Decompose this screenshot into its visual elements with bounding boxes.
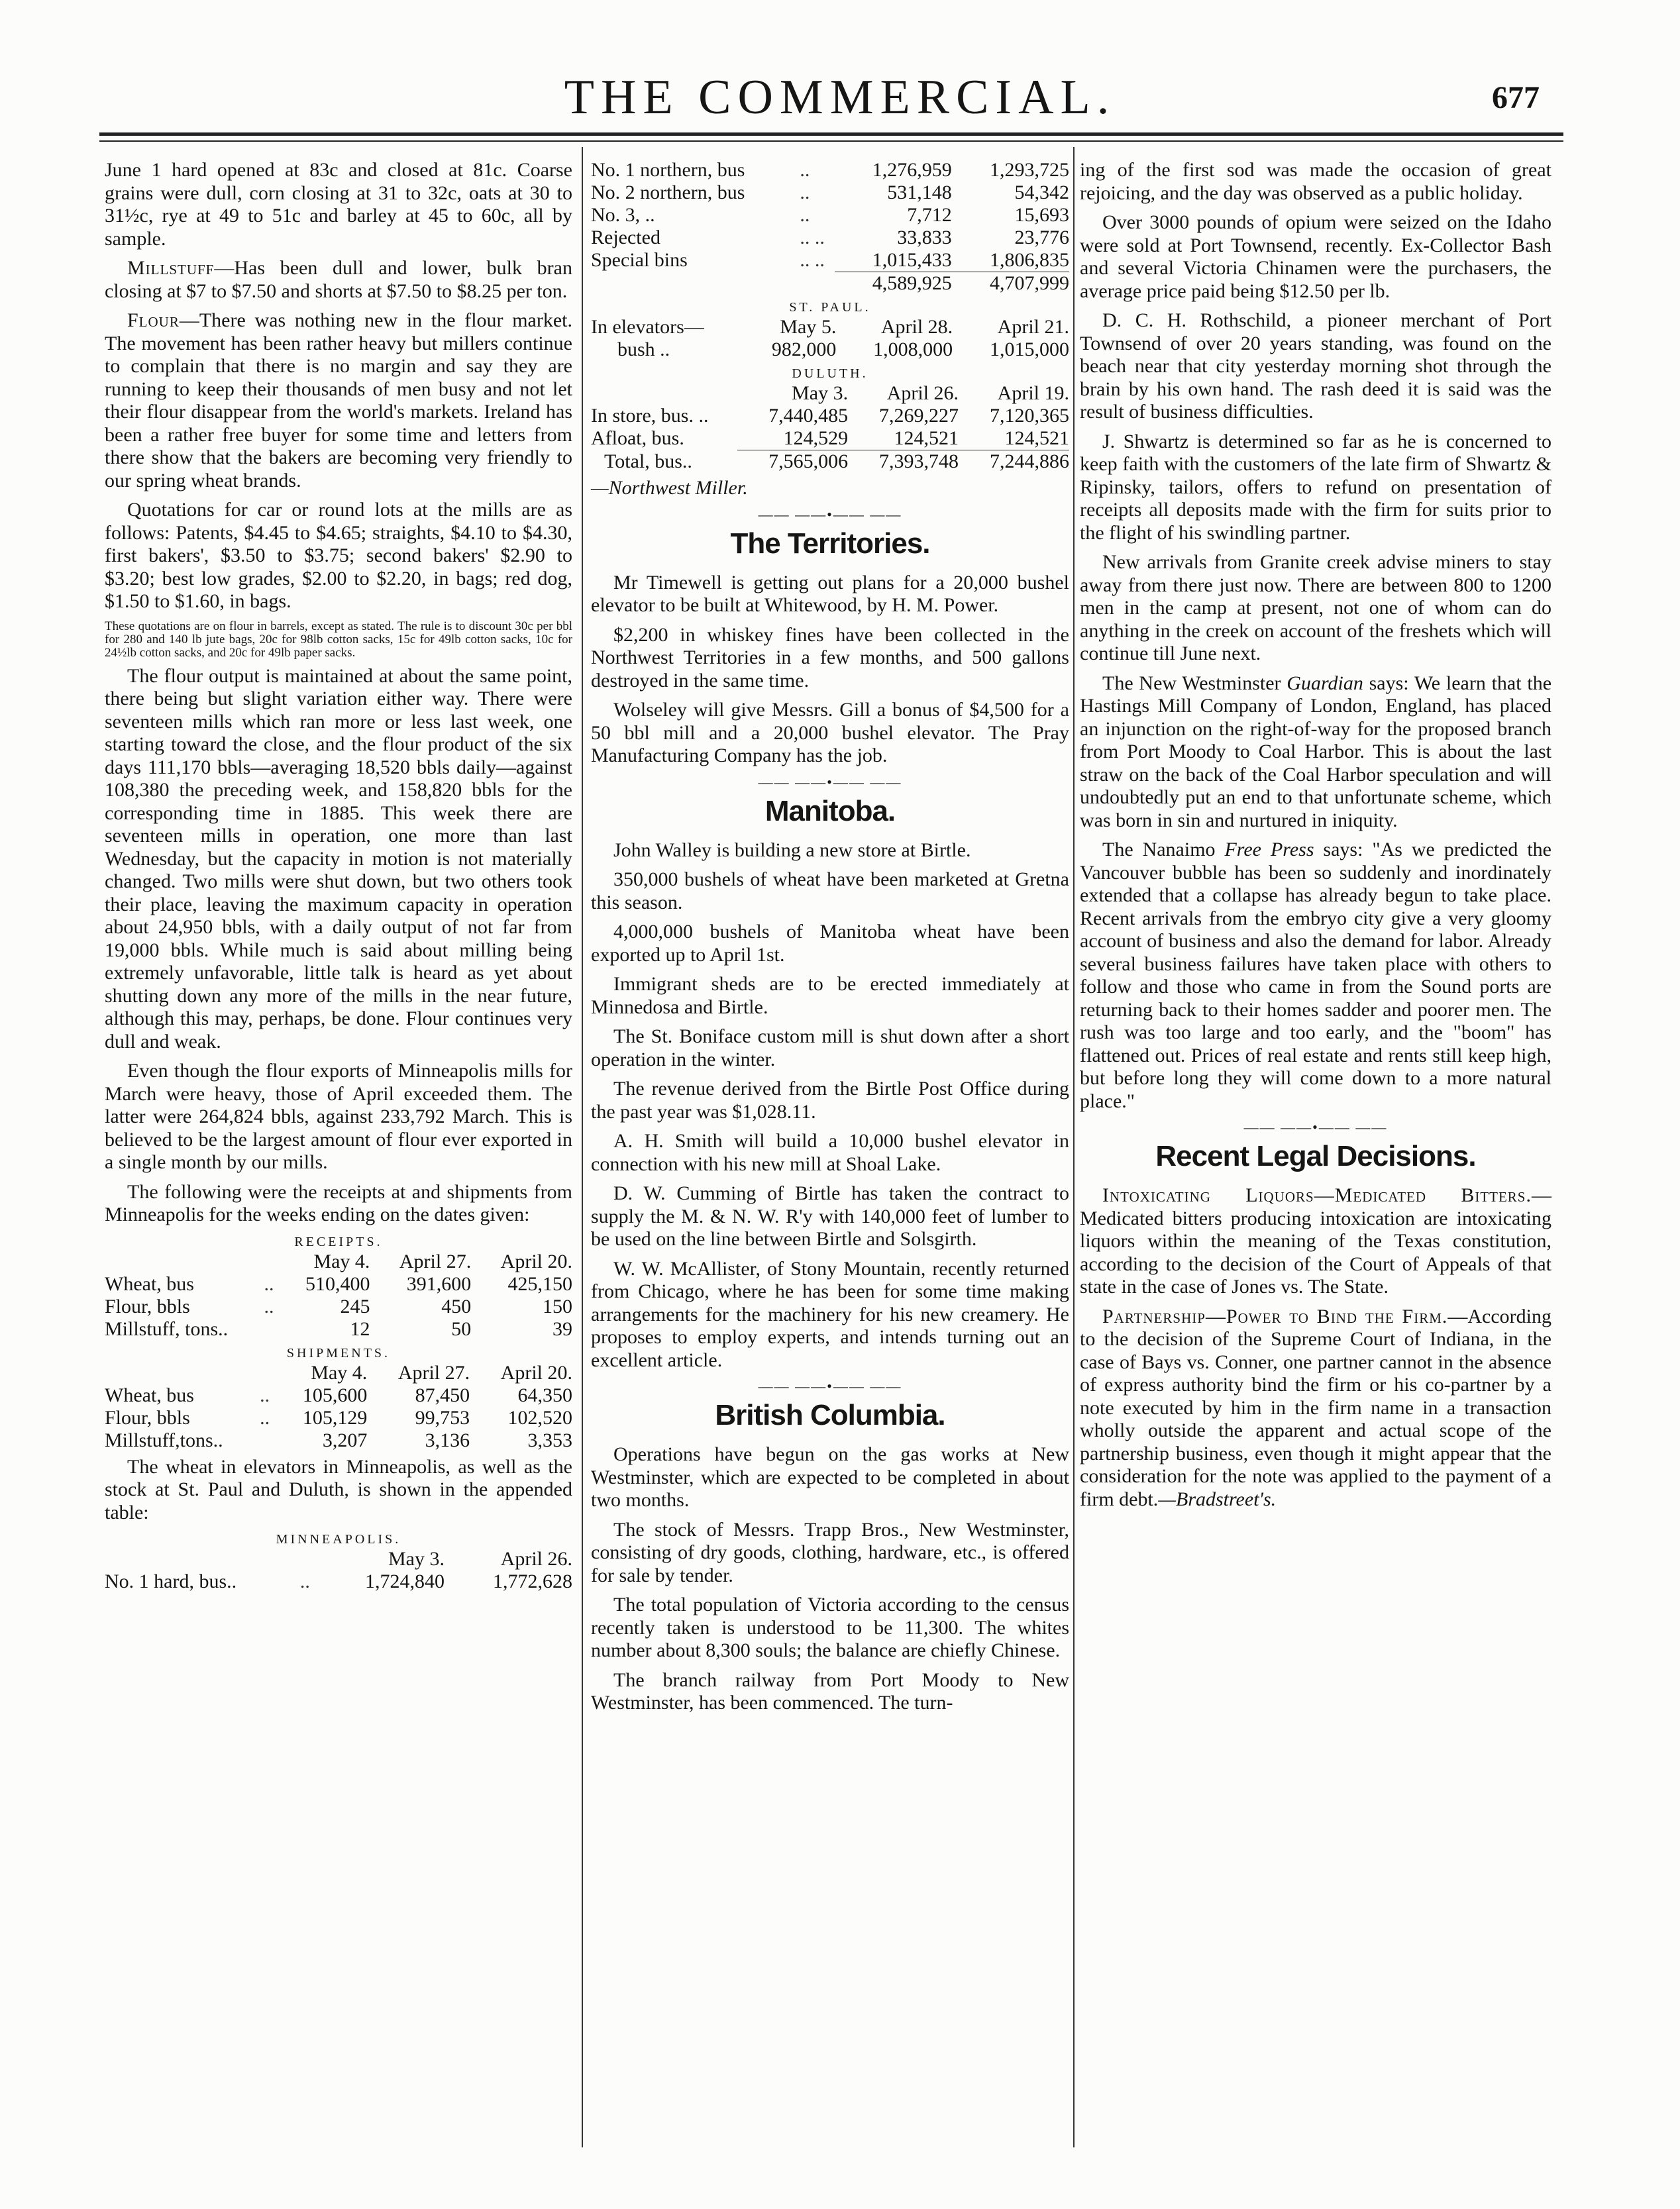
shipments-table xyxy=(105,1362,572,1452)
table-row: No. 3, .. .. 7,712 15,693 xyxy=(591,204,1069,226)
column-divider xyxy=(582,147,583,2147)
paragraph: Partnership—Power to Bind the Firm.—According to the decision of the Supreme Court of Indiana, in the case of Bays vs. Conner, one partner cannot in the absence of express authority bind the firm or his co-partner by a note executed by him in the firm name in a transaction wholly outside the apparent and actual scope of the partnership business, even though it might appear that the consideration for the note was applied to the payment of a firm debt.—Bradstreet's. xyxy=(1080,1305,1551,1510)
table-row: Wheat, bus .. 105,600 87,450 64,350 xyxy=(105,1384,572,1406)
paragraph: The Nanaimo Free Press says: "As we predicted the Vancouver bubble has been so suddenly and inordinately extended that a collapse has already begun to take place. Recent arrivals from the embryo city give a very gloomy account of business and also the demand for labor. Already several business failures have taken place with others to follow and those who came in from the Sound ports are returning back to their homes sadder and poorer men. The rush was too large and too early, and the "boom" has flattened out. Prices of real estate and rents still keep high, but before long they will come down to a more natural place." xyxy=(1080,839,1552,1112)
column-header: April 27. xyxy=(397,1361,470,1384)
column-header: April 21. xyxy=(997,316,1069,338)
paragraph: The revenue derived from the Birtle Post Office during the past year was $1,028.11. xyxy=(591,1078,1069,1123)
duluth-table xyxy=(591,382,1069,473)
header-rule xyxy=(99,132,1563,136)
table-row: Wheat, bus .. 510,400 391,600 425,150 xyxy=(105,1272,572,1295)
table-row: Flour, bbls .. 245 450 150 xyxy=(105,1295,572,1317)
paragraph: D. W. Cumming of Birtle has taken the contract to supply the M. & N. W. R'y with 140,000 feet of lumber to be used on the line between Birtle and Solsgirth. xyxy=(591,1182,1069,1250)
paragraph: The New Westminster Guardian says: We learn that the Hastings Mill Company of London, England, has placed an injunction on the right-of-way for the proposed branch from Port Moody to Coal Harbor. This is about the last straw on the back of the Coal Harbor speculation and will undoubtedly put an end to that unfortunate scheme, which was born in sin and nurtured in iniquity. xyxy=(1080,672,1552,831)
paragraph: The St. Boniface custom mill is shut down after a short operation in the winter. xyxy=(591,1025,1069,1070)
paragraph: Over 3000 pounds of opium were seized on the Idaho were sold at Port Townsend, recently. Ex-Collector Bash and several Victoria Chinamen were the purchasers, the average price paid being $12.50 per lb. xyxy=(1080,211,1551,302)
table-total-row: Total, bus.. 7,565,006 7,393,748 7,244,886 xyxy=(604,450,1069,472)
column-header: April 27. xyxy=(399,1250,472,1272)
section-ornament: —— ——•—— —— xyxy=(758,1378,902,1394)
paragraph-lead: Flour xyxy=(127,309,180,331)
minneapolis-table xyxy=(105,1548,572,1593)
footnote: These quotations are on flour in barrels, except as stated. The rule is to discount 30c per bbl for 280 and 140 lb jute bags, 20c for 98lb cotton sacks, 15c for 49lb cotton sacks, 10c for 24½lb cotton sacks, and 20c for 49lb paper sacks. xyxy=(105,619,572,660)
paragraph-lead: Partnership—Power to Bind the Firm. xyxy=(1102,1305,1448,1327)
paragraph: The following were the receipts at and shipments from Minneapolis for the weeks ending on the dates given: xyxy=(105,1180,572,1225)
paragraph: John Walley is building a new store at Birtle. xyxy=(613,839,971,861)
column-header: April 26. xyxy=(500,1548,572,1570)
masthead-title: THE COMMERCIAL. xyxy=(564,70,1116,125)
column-divider xyxy=(1073,147,1075,2147)
paragraph: The flour output is maintained at about the same point, there being but slight variation either way. There were seventeen mills which ran more or less last week, one starting toward the close, and the flour product of the six days 111,170 bbls—averaging 18,520 bbls daily—against 108,380 the preceding week, and 158,820 bbls for the corresponding time in 1885. This week there are seventeen mills in operation, one more than last Wednesday, but the capacity in motion is not materially changed. Two mills were shut down, but two others took their place, leaving the maximum capacity in operation about 24,950 bbls, with a daily output of not far from 19,000 bbls. While much is said about milling being extremely unfavorable, little talk is heard as yet about shutting down any more of the mills in the near future, although this may, perhaps, be done. Flour continues very dull and weak. xyxy=(105,664,572,1053)
table-row: Afloat, bus. 124,529 124,521 124,521 xyxy=(591,427,1069,449)
source-credit: —Bradstreet's. xyxy=(1158,1488,1277,1510)
table-row: No. 1 northern, bus .. 1,276,959 1,293,725 xyxy=(591,159,1069,181)
row-label: In elevators— xyxy=(591,316,704,338)
column-1 xyxy=(105,159,572,1597)
column-header: April 28. xyxy=(880,316,953,338)
section-ornament: —— ——•—— —— xyxy=(758,505,902,523)
column-header: April 26. xyxy=(886,382,959,404)
receipts-table xyxy=(105,1251,572,1341)
paragraph: W. W. McAllister, of Stony Mountain, recently returned from Chicago, where he has been for some time making arrangements for the machinery for his new creamery. He proposes to employ experts, and intends turning out an excellent article. xyxy=(591,1257,1069,1371)
column-header: May 3. xyxy=(388,1548,445,1570)
table-row: Flour, bbls .. 105,129 99,753 102,520 xyxy=(105,1406,572,1429)
table-row: Millstuff,tons.. 3,207 3,136 3,353 xyxy=(105,1429,572,1451)
table-row: Millstuff, tons.. 12 50 39 xyxy=(105,1317,572,1340)
table-title: MINNEAPOLIS. xyxy=(276,1532,401,1547)
paragraph-lead: Intoxicating Liquors—Medicated Bitters. xyxy=(1102,1184,1532,1206)
table-title: SHIPMENTS. xyxy=(286,1345,391,1361)
table-title: DULUTH. xyxy=(792,366,868,381)
column-2 xyxy=(591,159,1069,1721)
paragraph: Intoxicating Liquors—Medicated Bitters.—Medicated bitters producing intoxication are intoxicating liquors within the meaning of the Texas constitution, according to the decision of the Court of Appeals of that state in the case of Jones vs. The State. xyxy=(1080,1184,1551,1298)
section-heading-territories: The Territories. xyxy=(730,527,930,560)
paragraph: The wheat in elevators in Minneapolis, as well as the stock at St. Paul and Duluth, is shown in the appended table: xyxy=(105,1455,572,1523)
header-rule-thin xyxy=(99,140,1563,142)
paragraph: Millstuff—Has been dull and lower, bulk bran closing at $7 to $7.50 and shorts at $7.50 to $8.25 per ton. xyxy=(105,257,572,302)
newspaper-name: Guardian xyxy=(1286,672,1363,694)
section-heading-manitoba: Manitoba. xyxy=(764,794,896,827)
paragraph: Operations have begun on the gas works at New Westminster, which are expected to be completed in about two months. xyxy=(591,1443,1069,1511)
paragraph: New arrivals from Granite creek advise miners to stay away from there just now. There are between 800 to 1200 men in the camp at present, not one of whom can do anything in the creek on account of the freshets which will continue till June next. xyxy=(1080,551,1551,664)
column-header: May 5. xyxy=(780,316,837,338)
paragraph: The branch railway from Port Moody to New Westminster, has been commenced. The turn- xyxy=(591,1669,1069,1714)
source-credit: —Northwest Miller. xyxy=(591,477,748,499)
paragraph: Wolseley will give Messrs. Gill a bonus of $4,500 for a 50 bbl mill and a 20,000 bushel elevator. The Pray Manufacturing Company has the job. xyxy=(591,699,1069,766)
paragraph: Immigrant sheds are to be erected immediately at Minnedosa and Birtle. xyxy=(591,973,1069,1018)
paragraph: Mr Timewell is getting out plans for a 20,000 bushel elevator to be built at Whitewood, by H. M. Power. xyxy=(591,571,1069,616)
column-3 xyxy=(1080,159,1551,1517)
st-paul-table xyxy=(591,316,1069,361)
table-title: RECEIPTS. xyxy=(294,1234,383,1249)
paragraph: J. Shwartz is determined so far as he is concerned to keep faith with the customers of the late firm of Shwartz & Ripinsky, tailors, offers to refund on presentation of receipts all deposits made with the firm for suits prior to the flight of his swindling partner. xyxy=(1080,430,1551,544)
table-row: No. 2 northern, bus .. 531,148 54,342 xyxy=(591,181,1069,203)
table-row: In store, bus. .. 7,440,485 7,269,227 7,120,365 xyxy=(591,405,1069,427)
column-header: May 3. xyxy=(792,382,849,404)
paragraph: The stock of Messrs. Trapp Bros., New Westminster, consisting of dry goods, clothing, hardware, etc., is offered for sale by tender. xyxy=(591,1518,1069,1586)
paragraph-lead: Millstuff xyxy=(127,257,215,279)
paragraph: ing of the first sod was made the occasion of great rejoicing, and the day was observed as a public holiday. xyxy=(1080,159,1551,204)
column-header: May 4. xyxy=(313,1250,370,1272)
table-row: No. 1 hard, bus.. .. 1,724,840 1,772,628 xyxy=(105,1570,572,1592)
page-number: 677 xyxy=(1492,80,1540,115)
table-row: bush .. 982,000 1,008,000 1,015,000 xyxy=(617,338,1069,360)
paragraph: June 1 hard opened at 83c and closed at 81c. Coarse grains were dull, corn closing at 31 to 32c, oats at 30 to 31½c, rye at 49 to 51c and barley at 45 to 60c, all by sample. xyxy=(105,159,572,250)
paragraph: Quotations for car or round lots at the mills are as follows: Patents, $4.45 to $4.65; straights, $4.10 to $4.30, first bakers', $3.50 to $3.75; second bakers' $2.90 to $3.20; best low grades, $2.00 to $2.20, in bags; red dog, $1.50 to $1.60, in bags. xyxy=(105,499,572,612)
newspaper-name: Free Press xyxy=(1224,839,1314,860)
paragraph: Even though the flour exports of Minneapolis mills for March were heavy, those of April exceeded them. The latter were 264,824 bbls, against 233,792 March. This is believed to be the largest amount of flour ever exported in a single month by our mills. xyxy=(105,1060,572,1173)
column-header: April 20. xyxy=(500,1250,572,1272)
table-row: Rejected .. .. 33,833 23,776 xyxy=(591,227,1069,248)
minneapolis-table-continued xyxy=(591,159,1069,295)
column-header: April 20. xyxy=(500,1361,572,1384)
paragraph: 350,000 bushels of wheat have been marketed at Gretna this season. xyxy=(591,868,1069,913)
column-header: May 4. xyxy=(311,1361,368,1384)
paragraph: The total population of Victoria according to the census recently taken is understood to be 11,300. The whites number about 8,300 souls; the balance are chiefly Chinese. xyxy=(591,1594,1069,1661)
paragraph: 4,000,000 bushels of Manitoba wheat have been exported up to April 1st. xyxy=(591,921,1069,966)
table-total-row: 4,589,925 4,707,999 xyxy=(591,272,1069,295)
section-heading-british-columbia: British Columbia. xyxy=(715,1399,945,1431)
section-ornament: —— ——•—— —— xyxy=(758,773,902,790)
section-heading-legal-decisions: Recent Legal Decisions. xyxy=(1155,1140,1476,1172)
paragraph: $2,200 in whiskey fines have been collected in the Northwest Territories in a few months, and 500 gallons destroyed in the same time. xyxy=(591,623,1069,692)
section-ornament: —— ——•—— —— xyxy=(1243,1119,1388,1135)
paragraph: Flour—There was nothing new in the flour market. The movement has been rather heavy but millers continue to complain that there is no margin and say they are running to keep their thousands of men busy and not let their flour disappear from the world's markets. Ireland has been a rather free buyer for some time and letters from there show that the bakers are becoming very friendly to our spring wheat brands. xyxy=(105,309,572,491)
table-title: ST. PAUL. xyxy=(789,300,871,315)
table-row: Special bins .. .. 1,015,433 1,806,835 xyxy=(591,249,1069,271)
paragraph: A. H. Smith will build a 10,000 bushel elevator in connection with his new mill at Shoal Lake. xyxy=(591,1130,1069,1175)
paragraph: D. C. H. Rothschild, a pioneer merchant of Port Townsend of over 20 years standing, was found on the beach near that city yesterday morning shot through the brain by his own hand. The rash deed it is said was the result of business difficulties. xyxy=(1080,309,1551,423)
column-header: April 19. xyxy=(997,382,1069,404)
